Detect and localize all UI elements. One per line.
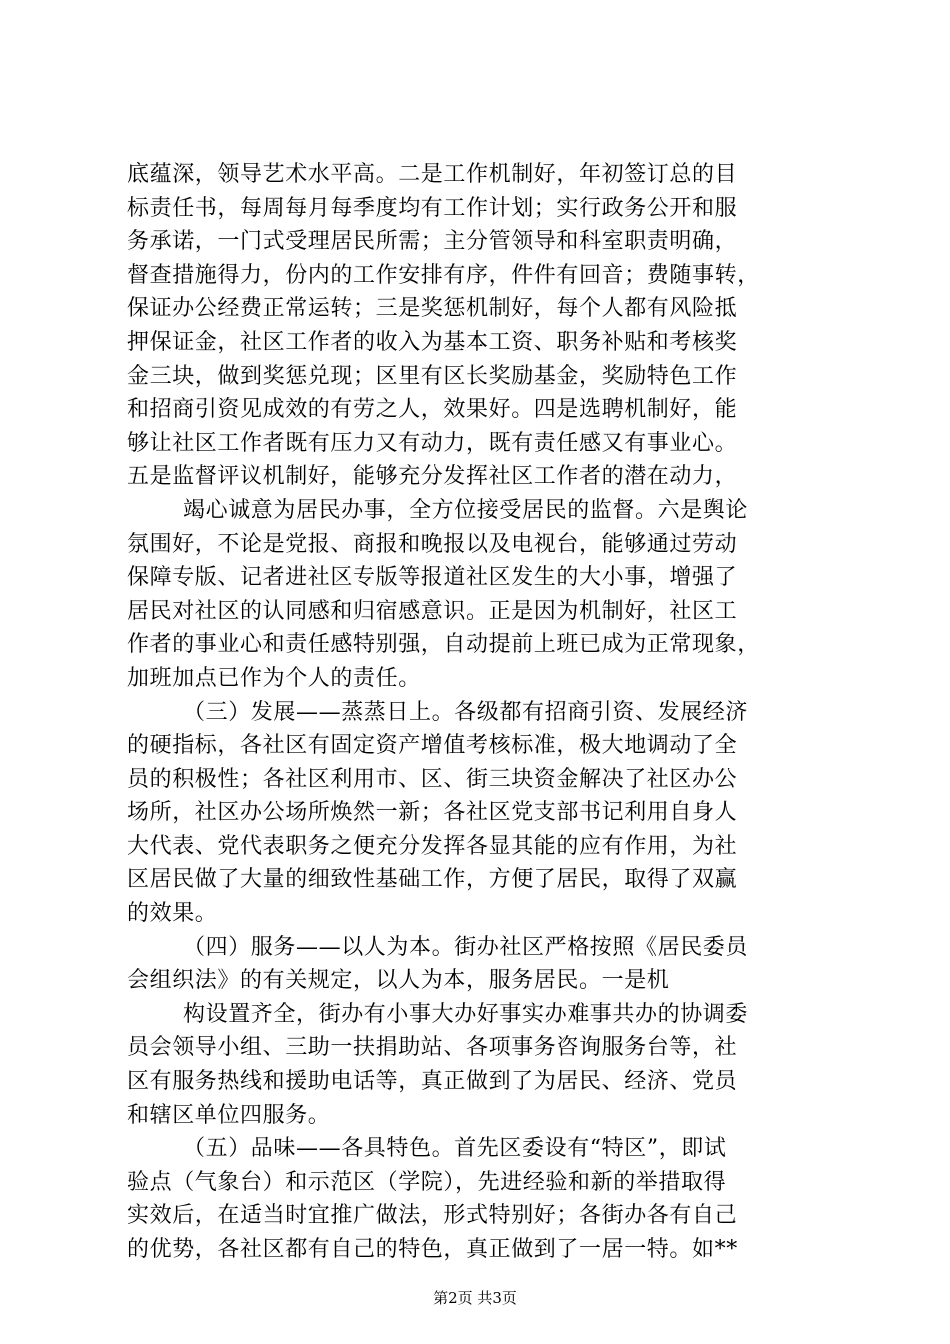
text-line: 保证办公经费正常运转；三是奖惩机制好，每个人都有风险抵 — [127, 296, 738, 322]
text-line: 的效果。 — [127, 901, 218, 927]
text-line: 场所，社区办公场所焕然一新；各社区党支部书记利用自身人 — [127, 800, 738, 826]
text-line: 员的积极性；各社区利用市、区、街三块资金解决了社区办公 — [127, 766, 738, 792]
text-line: 验点（气象台）和示范区（学院），先进经验和新的举措取得 — [127, 1169, 727, 1195]
body-text — [127, 158, 827, 1267]
text-line: 区居民做了大量的细致性基础工作，方便了居民，取得了双赢 — [127, 867, 738, 893]
text-line: 区有服务热线和援助电话等，真正做到了为居民、经济、党员 — [127, 1069, 738, 1095]
text-line: 实效后，在适当时宜推广做法，形式特别好；各街办各有自己 — [127, 1203, 738, 1229]
text-line: 和招商引资见成效的有劳之人，效果好。四是选聘机制好，能 — [127, 397, 738, 423]
text-line: 够让社区工作者既有压力又有动力，既有责任感又有事业心。 — [127, 430, 738, 456]
text-line: 构设置齐全，街办有小事大办好事实办难事共办的协调委 — [183, 1001, 749, 1027]
text-line: 保障专版、记者进社区专版等报道社区发生的大小事，增强了 — [127, 565, 738, 591]
text-line: 加班加点已作为个人的责任。 — [127, 665, 421, 691]
text-line: （三）发展——蒸蒸日上。各级都有招商引资、发展经济 — [183, 699, 749, 725]
text-line: 氛围好，不论是党报、商报和晚报以及电视台，能够通过劳动 — [127, 531, 738, 557]
text-line: 作者的事业心和责任感特别强，自动提前上班已成为正常现象， — [127, 632, 760, 658]
text-line: 和辖区单位四服务。 — [127, 1102, 331, 1128]
text-line: 务承诺，一门式受理居民所需；主分管领导和科室职责明确， — [127, 229, 738, 255]
text-line: 督查措施得力，份内的工作安排有序，件件有回音；费随事转， — [127, 262, 760, 288]
text-line: 竭心诚意为居民办事，全方位接受居民的监督。六是舆论 — [183, 497, 749, 523]
text-line: 押保证金，社区工作者的收入为基本工资、职务补贴和考核奖 — [127, 329, 738, 355]
text-line: 五是监督评议机制好，能够充分发挥社区工作者的潜在动力， — [127, 464, 738, 490]
text-line: （四）服务——以人为本。街办社区严格按照《居民委员 — [183, 934, 749, 960]
text-line: 金三块，做到奖惩兑现；区里有区长奖励基金，奖励特色工作 — [127, 363, 738, 389]
text-line: 的优势，各社区都有自己的特色，真正做到了一居一特。如** — [127, 1237, 738, 1262]
text-line: 标责任书，每周每月每季度均有工作计划；实行政务公开和服 — [127, 195, 738, 221]
text-line: （五）品味——各具特色。首先区委设有“特区”，即试 — [183, 1136, 727, 1162]
page-footer: 第2页 共3页 — [433, 1289, 517, 1307]
text-line: 员会领导小组、三助一扶捐助站、各项事务咨询服务台等，社 — [127, 1035, 738, 1061]
text-line: 底蕴深，领导艺术水平高。二是工作机制好，年初签订总的目 — [127, 162, 738, 187]
text-line: 大代表、党代表职务之便充分发挥各显其能的应有作用，为社 — [127, 833, 738, 859]
text-line: 的硬指标，各社区有固定资产增值考核标准，极大地调动了全 — [127, 733, 738, 759]
text-line: 居民对社区的认同感和归宿感意识。正是因为机制好，社区工 — [127, 598, 738, 624]
text-line: 会组织法》的有关规定，以人为本，服务居民。一是机 — [127, 968, 670, 994]
